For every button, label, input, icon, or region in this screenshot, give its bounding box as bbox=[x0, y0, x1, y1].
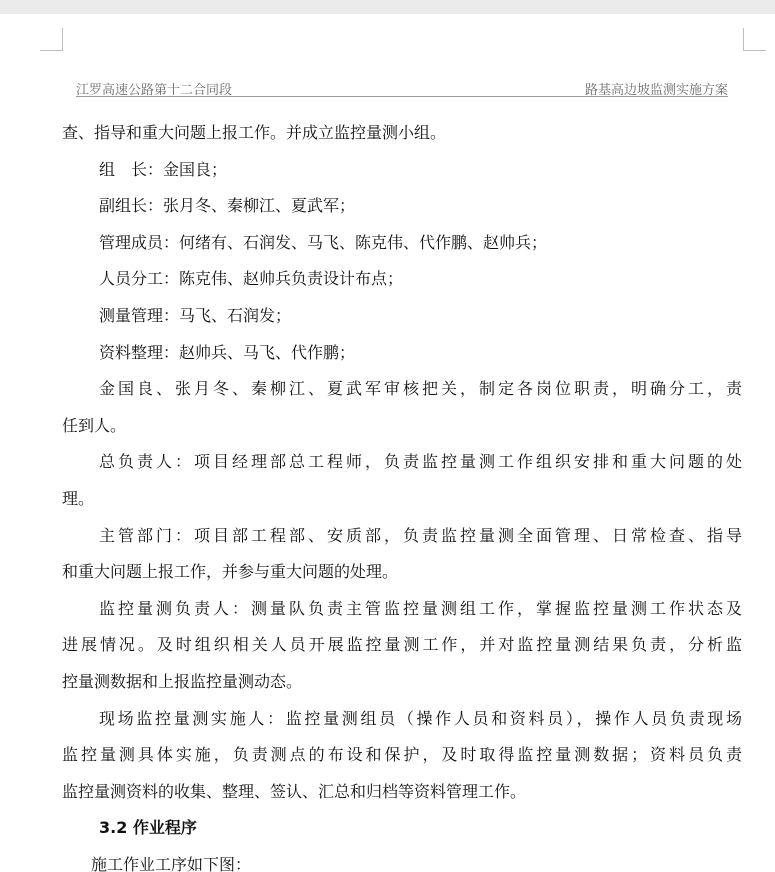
body-line-team-leader: 组 长：金国良； bbox=[99, 159, 228, 179]
body-line-field-staff-end: 监控量测资料的收集、整理、签认、汇总和归档等资料管理工作。 bbox=[62, 781, 527, 801]
body-line-survey-management: 测量管理：马飞、石润发； bbox=[99, 305, 292, 325]
body-line-process-intro: 施工作业工序如下图： bbox=[91, 854, 252, 872]
body-line-department: 主管部门：项目部工程部、安质部，负责监控量测全面管理、日常检查、指导 bbox=[99, 525, 742, 545]
body-line-management-members: 管理成员：何绪有、石润发、马飞、陈克伟、代作鹏、赵帅兵； bbox=[99, 232, 548, 252]
body-line-continuation: 查、指导和重大问题上报工作。并成立监控量测小组。 bbox=[62, 123, 447, 142]
body-line-chief: 总负责人：项目经理部总工程师，负责监控量测工作组织安排和重大问题的处 bbox=[99, 452, 742, 472]
body-line-review-end: 任到人。 bbox=[62, 415, 127, 435]
document-page bbox=[0, 14, 775, 872]
crop-mark-top-right bbox=[743, 28, 766, 51]
page-header bbox=[76, 76, 728, 97]
header-document-title: 路基高边坡监测实施方案 bbox=[584, 83, 728, 98]
header-project-name: 江罗高速公路第十二合同段 bbox=[76, 83, 233, 98]
body-line-data-organization: 资料整理：赵帅兵、马飞、代作鹏； bbox=[99, 342, 356, 362]
section-heading-3-2: 3.2 作业程序 bbox=[99, 818, 197, 838]
body-line-chief-end: 理。 bbox=[62, 488, 95, 508]
body-line-monitor-lead-end: 控量测数据和上报监控量测动态。 bbox=[62, 671, 303, 691]
body-line-field-staff-2: 监控量测具体实施，负责测点的布设和保护，及时取得监控量测数据；资料员负责 bbox=[62, 745, 742, 765]
crop-mark-top-left bbox=[40, 28, 63, 51]
document-body bbox=[62, 115, 742, 872]
body-line-field-staff: 现场监控量测实施人：监控量测组员（操作人员和资料员），操作人员负责现场 bbox=[99, 708, 742, 728]
body-line-monitor-lead: 监控量测负责人：测量队负责主管监控量测组工作，掌握监控量测工作状态及 bbox=[99, 598, 742, 618]
body-line-staff-division: 人员分工：陈克伟、赵帅兵负责设计布点； bbox=[99, 269, 404, 289]
body-line-deputy-leaders: 副组长：张月冬、秦柳江、夏武军； bbox=[99, 196, 356, 216]
body-line-review: 金国良、张月冬、秦柳江、夏武军审核把关，制定各岗位职责，明确分工，责 bbox=[99, 379, 742, 399]
body-line-monitor-lead-2: 进展情况。及时组织相关人员开展监控量测工作，并对监控量测结果负责，分析监 bbox=[62, 635, 742, 655]
body-line-department-end: 和重大问题上报工作，并参与重大问题的处理。 bbox=[62, 562, 399, 582]
